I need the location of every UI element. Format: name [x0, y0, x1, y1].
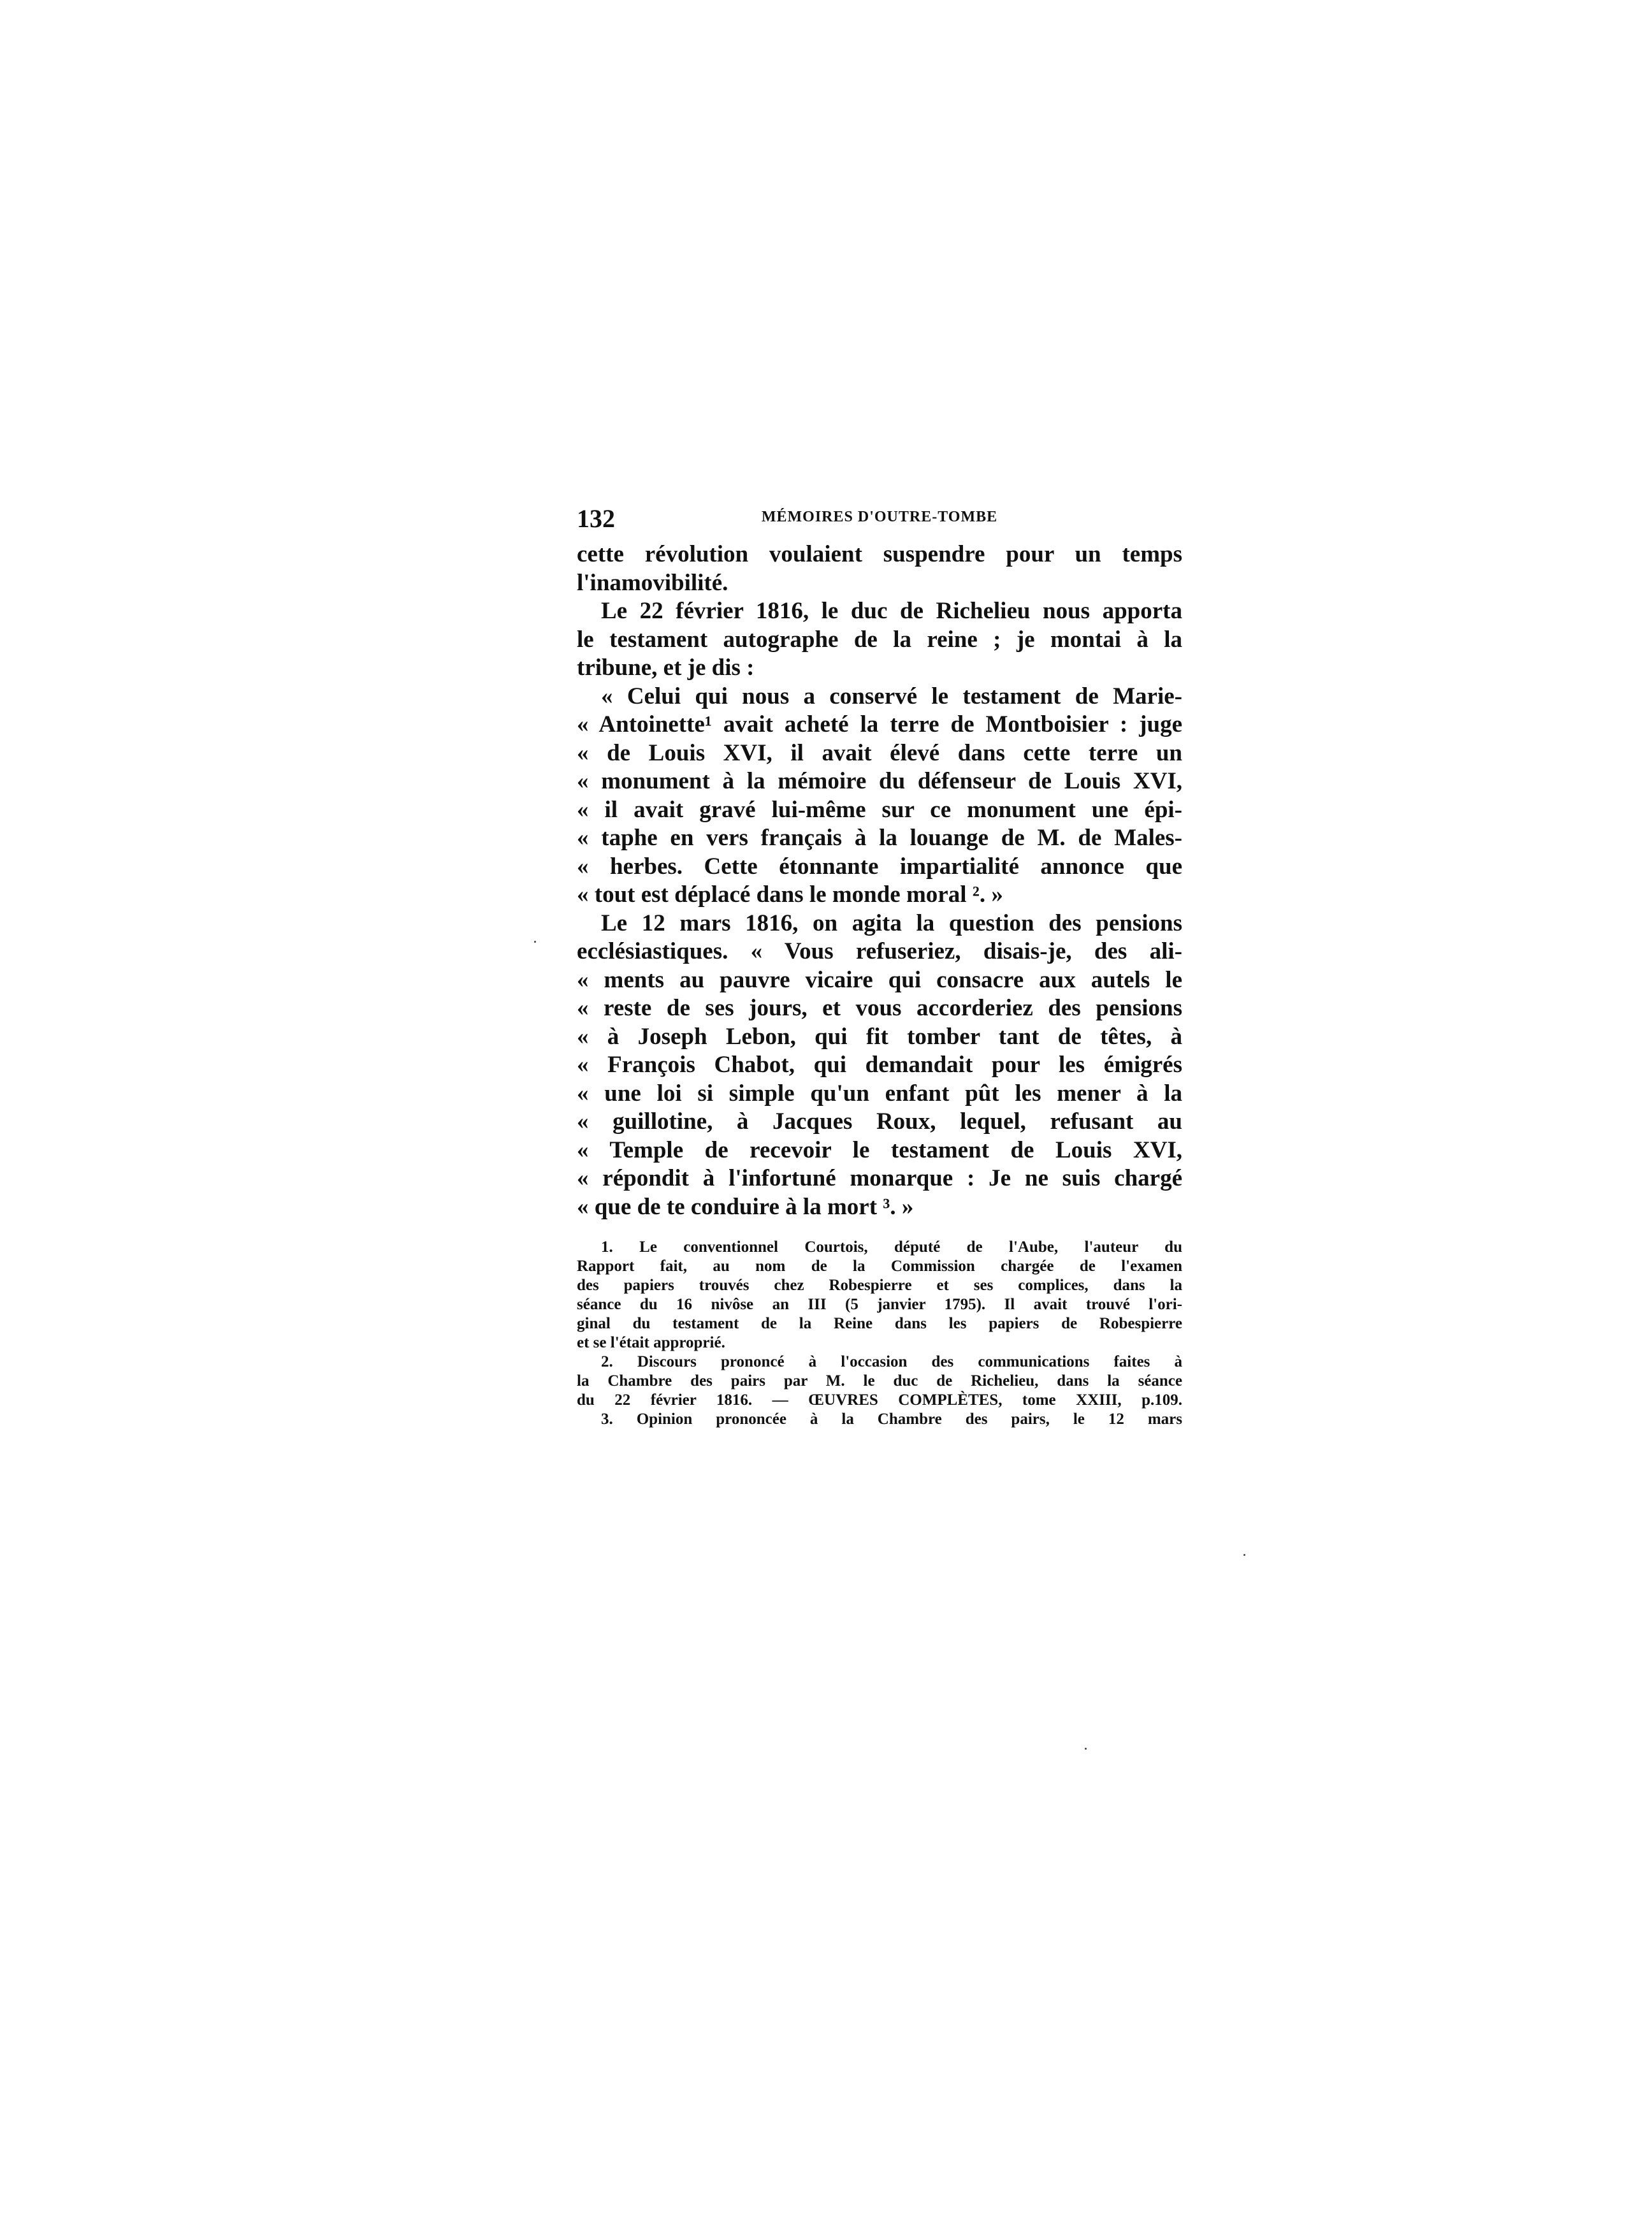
text-line: « que de te conduire à la mort ³. » — [577, 1193, 914, 1220]
text-line: ecclésiastiques. « Vous refuseriez, disais-je, des ali- — [577, 938, 1182, 964]
text-line: tribune, et je dis : — [577, 655, 755, 681]
footnote-line: des papiers trouvés chez Robespierre et ses complices, dans la — [577, 1277, 1182, 1294]
text-line: « monument à la mémoire du défenseur de Louis XVI, — [577, 768, 1182, 794]
text-line: l'inamovibilité. — [577, 569, 728, 596]
text-line: « une loi si simple qu'un enfant pût les mener à la — [577, 1080, 1182, 1107]
text-line: Le 22 février 1816, le duc de Richelieu nous apporta — [601, 598, 1182, 624]
text-line: « Celui qui nous a conservé le testament de Marie- — [601, 683, 1182, 709]
text-line: « de Louis XVI, il avait élevé dans cette terre un — [577, 739, 1182, 766]
text-line: « à Joseph Lebon, qui fit tomber tant de têtes, à — [577, 1023, 1182, 1050]
text-line: « Antoinette¹ avait acheté la terre de Montboisier : juge — [577, 711, 1182, 737]
footnote-line: et se l'était approprié. — [577, 1334, 725, 1351]
text-line: « guillotine, à Jacques Roux, lequel, refusant au — [577, 1108, 1182, 1135]
footnote-line: du 22 février 1816. — ŒUVRES COMPLÈTES, tome XXIII, p.109. — [577, 1391, 1182, 1409]
scan-speck — [534, 941, 536, 943]
text-line: « ments au pauvre vicaire qui consacre aux autels le — [577, 966, 1182, 993]
body-text — [577, 541, 1182, 1221]
footnote-line: 1. Le conventionnel Courtois, député de l'Aube, l'auteur du — [601, 1238, 1182, 1256]
text-line: cette révolution voulaient suspendre pour un temps — [577, 541, 1182, 567]
footnotes — [577, 1238, 1182, 1429]
book-page — [577, 504, 1182, 1429]
text-line: « Temple de recevoir le testament de Louis XVI, — [577, 1136, 1182, 1163]
footnote-line: Rapport fait, au nom de la Commission chargée de l'examen — [577, 1258, 1182, 1275]
text-line: « tout est déplacé dans le monde moral ². » — [577, 882, 1003, 908]
text-line: « il avait gravé lui-même sur ce monument une épi- — [577, 796, 1182, 823]
scan-speck — [1085, 1748, 1087, 1750]
page-header — [577, 504, 1182, 534]
footnote-line: séance du 16 nivôse an III (5 janvier 1795). Il avait trouvé l'ori- — [577, 1296, 1182, 1313]
text-line: Le 12 mars 1816, on agita la question des pensions — [601, 910, 1182, 936]
scan-speck — [1243, 1554, 1245, 1556]
text-line: « François Chabot, qui demandait pour les émigrés — [577, 1052, 1182, 1078]
text-line: le testament autographe de la reine ; je montai à la — [577, 626, 1182, 653]
text-line: « taphe en vers français à la louange de M. de Males- — [577, 825, 1182, 851]
text-line: « herbes. Cette étonnante impartialité annonce que — [577, 853, 1182, 880]
page-number: 132 — [577, 504, 615, 533]
text-line: « reste de ses jours, et vous accorderiez des pensions — [577, 995, 1182, 1021]
footnote-line: la Chambre des pairs par M. le duc de Richelieu, dans la séance — [577, 1372, 1182, 1390]
footnote-line: ginal du testament de la Reine dans les papiers de Robespierre — [577, 1315, 1182, 1332]
running-title: MÉMOIRES D'OUTRE-TOMBE — [761, 509, 998, 525]
text-line: « répondit à l'infortuné monarque : Je ne suis chargé — [577, 1165, 1182, 1191]
footnote-line: 2. Discours prononcé à l'occasion des communications faites à — [601, 1353, 1182, 1370]
footnote-line: 3. Opinion prononcée à la Chambre des pairs, le 12 mars — [601, 1411, 1182, 1428]
